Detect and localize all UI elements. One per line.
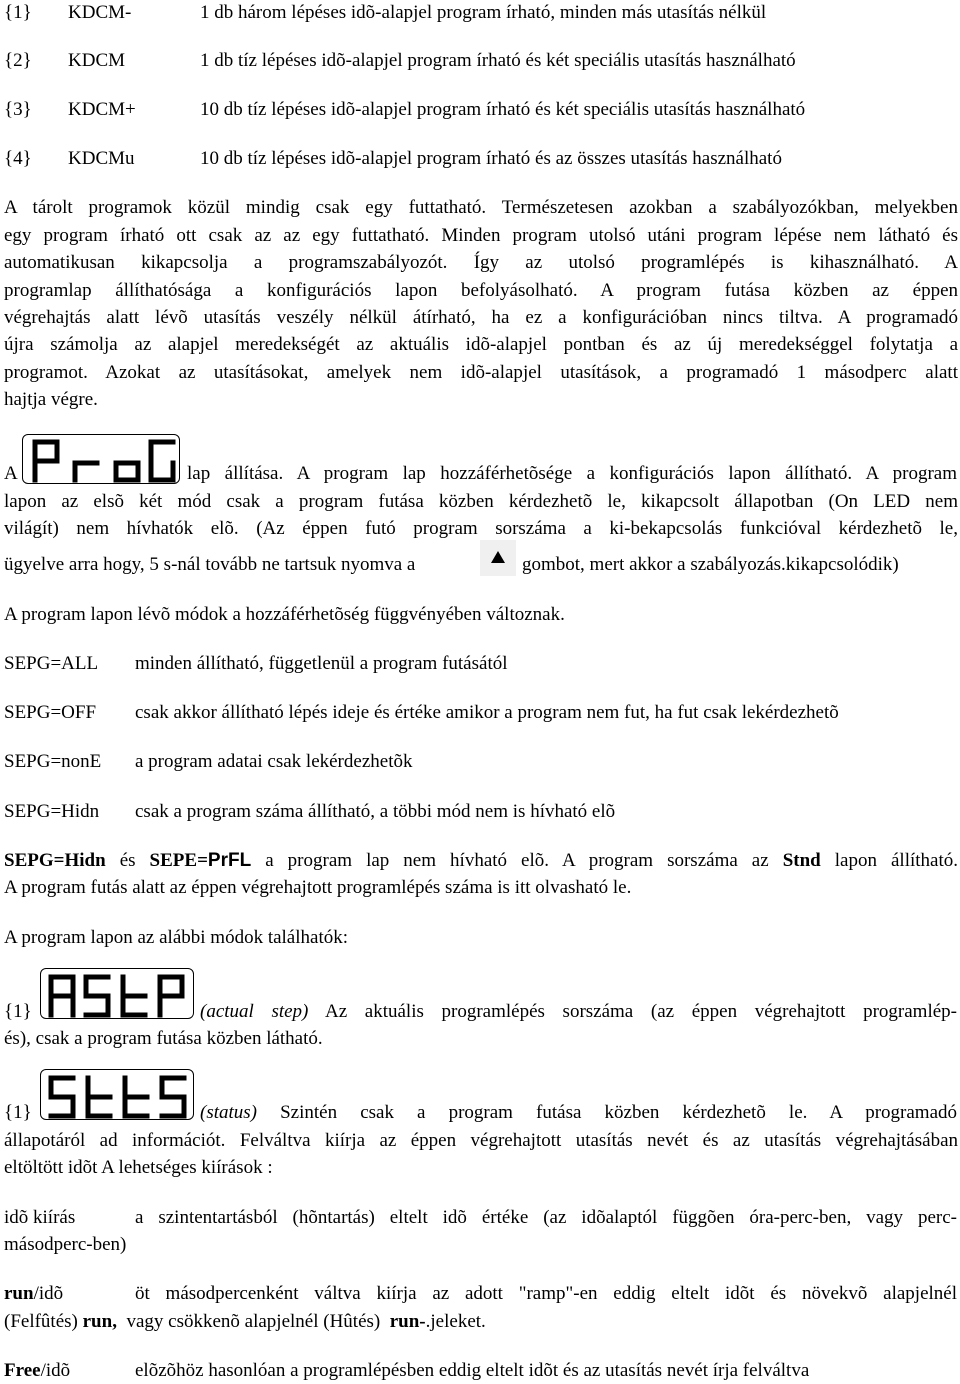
output-key: run/idõ — [4, 1283, 64, 1304]
output-desc: másodperc-ben) — [4, 1234, 127, 1255]
sepg-desc: csak a program száma állítható, a többi mód nem is hívható elõ — [135, 801, 616, 822]
paragraph-line: lapon az elsõ két mód csak a program futása közben kérdezhetõ le, kikapcsolt állapotban (On LED nem — [4, 491, 958, 512]
paragraph-line: eltöltött idõt A lehetséges kiírások : — [4, 1157, 273, 1178]
model-row: {1} — [4, 2, 32, 23]
sepg-desc: a program adatai csak lekérdezhetõk — [135, 751, 413, 772]
paragraph-line: lap állítása. A program lap hozzáférhetõsége a konfigurációs lapon állítható. A program — [187, 463, 957, 484]
up-button — [480, 540, 516, 576]
sepg-key: SEPG=OFF — [4, 702, 97, 723]
output-key: Free/idõ — [4, 1360, 71, 1381]
paragraph-line: automatikusan kikapcsolja a programszabályozót. Így az utolsó programlépés is kihasználható. A — [4, 252, 958, 273]
prog-lead: A — [4, 463, 18, 484]
sepg-desc: csak akkor állítható lépés ideje és értéke amikor a program nem fut, ha fut csak lekérdezhetõ — [135, 702, 839, 723]
paragraph-line: újra számolja az alapjel meredekségét az aktuális idõ-alapjel pontban és az új meredekséggel folytatja a — [4, 334, 958, 355]
paragraph-line: ügyelve arra hogy, 5 s-nál tovább ne tartsuk nyomva a — [4, 554, 416, 575]
model-name: KDCM+ — [68, 99, 136, 120]
output-key: idõ kiírás — [4, 1207, 76, 1228]
output-desc: a szintentartásból (hõntartás) eltelt idõ értéke (az idõalaptól függõen óra-perc-ben, vagy perc- — [135, 1207, 957, 1228]
paragraph-line: A program futás alatt az éppen végrehajtott programlépés száma is itt olvasható le. — [4, 877, 632, 898]
model-name: KDCM — [68, 50, 126, 71]
paragraph-line: gombot, mert akkor a szabályozás.kikapcsolódik) — [522, 554, 899, 575]
output-desc: (Felfûtés) run, vagy csökkenõ alapjelnél (Hûtés) run-.jeleket. — [4, 1311, 486, 1332]
modes-intro: A program lapon lévõ módok a hozzáférhetõség függvényében változnak. — [4, 604, 565, 625]
paragraph-line: állapotáról ad információt. Felváltva kiírja az éppen végrehajtott utasítás nevét és az utasítás végrehajtásában — [4, 1130, 958, 1151]
paragraph-line: programot. Azokat az utasításokat, amelyek nem idõ-alapjel utasítások, a programadó 1 másodperc alatt — [4, 362, 958, 383]
paragraph-line: programlap állíthatósága a konfigurációs lapon befolyásolható. A program futása közben az éppen — [4, 280, 958, 301]
paragraph-line: világít) nem hívhatók elõ. (Az éppen futó program sorszáma a ki-bekapcsolás funkcióval kérdezhetõ le, — [4, 518, 958, 539]
paragraph-line: A tárolt programok közül mindig csak egy futtatható. Természetesen azokban a szabályozókban, melyekben — [4, 197, 958, 218]
model-name: KDCM- — [68, 2, 132, 23]
model-row: {4} — [4, 148, 32, 169]
up-triangle-icon — [480, 540, 516, 576]
paragraph-line: (actual step) Az aktuális programlépés sorszáma (az éppen végrehajtott programlép- — [200, 1001, 957, 1022]
sepg-key: SEPG=ALL — [4, 653, 99, 674]
model-desc: 10 db tíz lépéses idõ-alapjel program írható és két speciális utasítás használható — [200, 99, 806, 120]
astp-num: {1} — [4, 1001, 32, 1022]
model-desc: 1 db három lépéses idõ-alapjel program írható, minden más utasítás nélkül — [200, 2, 767, 23]
paragraph-line: végrehajtás alatt lévõ utasítás veszély nélkül átírható, ha ez a konfigurációban nincs tiltva. A programadó — [4, 307, 958, 328]
model-desc: 10 db tíz lépéses idõ-alapjel program írható és az összes utasítás használható — [200, 148, 782, 169]
astp-display — [40, 968, 194, 1019]
paragraph-line: és), csak a program futása közben látható. — [4, 1028, 323, 1049]
found-intro: A program lapon az alábbi módok találhatók: — [4, 927, 349, 948]
sepg-key: SEPG=Hidn — [4, 801, 100, 822]
seven-segment-icon — [23, 435, 181, 485]
seven-segment-icon — [41, 969, 195, 1020]
prog-display — [22, 434, 180, 484]
output-desc: öt másodpercenként váltva kiírja az adott "ramp"-en eddig eltelt idõt és növekvõ alapjelnél — [135, 1283, 957, 1304]
model-row: {3} — [4, 99, 32, 120]
output-desc: elõzõhöz hasonlóan a programlépésben eddig eltelt idõt és az utasítás nevét írja felváltva — [135, 1360, 810, 1381]
model-desc: 1 db tíz lépéses idõ-alapjel program írható és két speciális utasítás használható — [200, 50, 796, 71]
paragraph-line: (status) Szintén csak a program futása közben kérdezhetõ le. A programadó — [200, 1102, 958, 1123]
model-row: {2} — [4, 50, 32, 71]
stts-display — [40, 1069, 194, 1120]
seven-segment-icon — [41, 1070, 195, 1121]
model-name: KDCMu — [68, 148, 135, 169]
paragraph-line: egy program írható ott csak az az egy futtatható. Minden program utolsó utáni program lépése nem látható és — [4, 225, 958, 246]
sepg-desc: minden állítható, függetlenül a program futásától — [135, 653, 508, 674]
stts-num: {1} — [4, 1102, 32, 1123]
hidn-line: SEPG=Hidn és SEPE=PrFL a program lap nem hívható elõ. A program sorszáma az Stnd lapon állítható. — [4, 850, 959, 871]
sepg-key: SEPG=nonE — [4, 751, 102, 772]
paragraph-line: hajtja végre. — [4, 389, 98, 410]
